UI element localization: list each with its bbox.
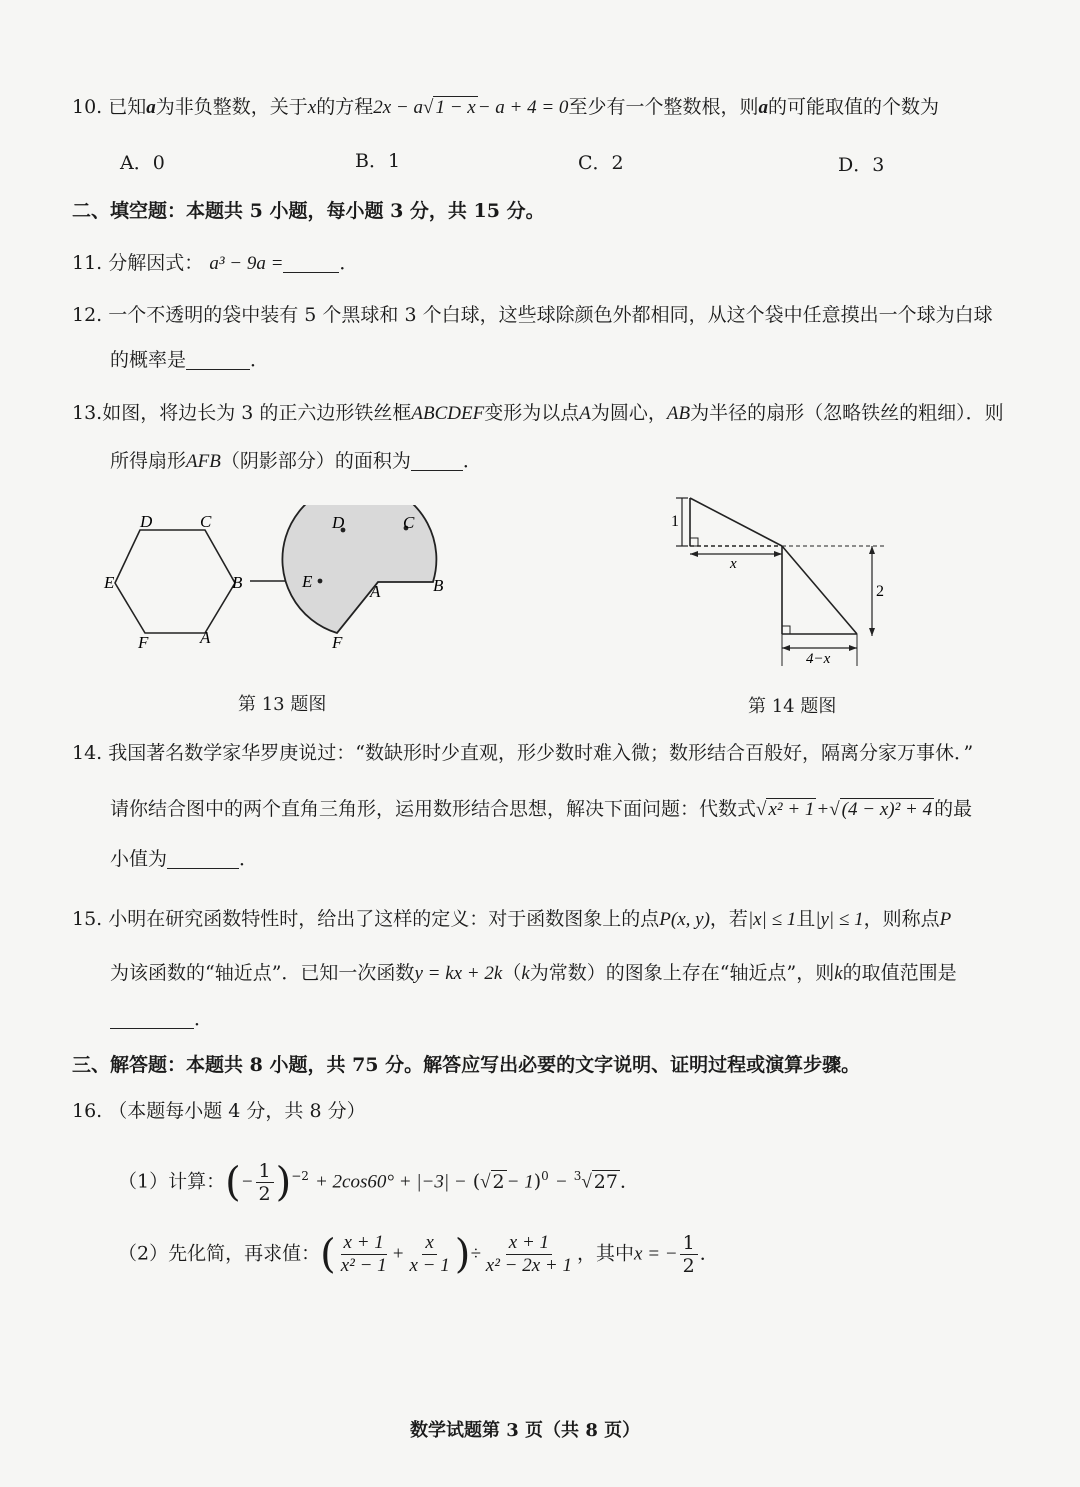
paren-close: ) <box>454 1231 471 1278</box>
question-12-line2: 的概率是 ． <box>110 349 270 371</box>
radicand: 27 <box>593 1170 618 1193</box>
numerator: 1 <box>256 1160 274 1183</box>
linear-function: y = kx + 2k <box>414 963 503 984</box>
q15-text: ，若 <box>709 908 748 930</box>
fraction <box>256 1160 274 1205</box>
q10-text-3: 的方程 <box>316 96 374 118</box>
var-k: k <box>834 963 843 984</box>
q15-text: 为常数）的图象上存在“轴近点”，则 <box>529 962 835 984</box>
q14-text-3: 的最 <box>934 798 973 820</box>
answer-blank[interactable] <box>167 850 239 869</box>
answer-blank[interactable] <box>283 254 339 273</box>
q11-expression: a³ − 9a = <box>209 253 284 274</box>
period: ． <box>619 1170 639 1193</box>
option-b: B．1 <box>355 150 401 172</box>
question-14-line1 <box>72 740 973 766</box>
hex-label-b: B <box>232 573 243 592</box>
paren-open: ( <box>320 1231 336 1278</box>
numerator: x + 1 <box>341 1232 387 1255</box>
label-1: 1 <box>671 513 679 530</box>
condition-x: |x| ≤ 1 <box>747 909 797 930</box>
sector-label-b: B <box>433 576 444 595</box>
q13-text: 如图，将边长为 3 的正六边形铁丝框 <box>102 402 412 424</box>
arrow-head-icon <box>869 628 875 636</box>
hexagon <box>115 530 235 633</box>
x-value: x = − <box>634 1243 678 1265</box>
arrow-head-icon <box>774 551 782 557</box>
radicand-2: (4 − x)² + 4 <box>841 799 933 820</box>
answer-blank[interactable] <box>110 1010 194 1029</box>
point-e <box>318 579 323 584</box>
paren-close: ) <box>275 1159 292 1206</box>
q13-text: 为圆心， <box>590 402 667 424</box>
sqrt-sign: √ <box>480 1171 491 1193</box>
sector-label-e: E <box>302 572 313 591</box>
fraction-1 <box>338 1232 390 1277</box>
sqrt-sign: √ <box>756 799 767 820</box>
divide-sign: ÷ <box>470 1243 481 1265</box>
question-number: 10. <box>72 96 103 118</box>
denominator: 2 <box>258 1183 271 1205</box>
q14-text-1: 我国著名数学家华罗庚说过：“数缺形时少直观，形少数时难入微；数形结合百般好，隔离分家万事休．” <box>108 742 974 764</box>
denominator: x² − 1 <box>340 1255 387 1276</box>
expression-part: + 2cos60° + |−3| − <box>314 1171 467 1193</box>
section-2-heading: 二、填空题：本题共 5 小题，每小题 3 分，共 15 分。 <box>72 200 545 222</box>
question-13-line1 <box>72 400 1004 427</box>
numerator: x <box>422 1232 436 1255</box>
q12-text-2: 的概率是 <box>110 349 187 371</box>
radicand-1: x² + 1 <box>768 799 815 820</box>
q15-text: ，则称点 <box>863 908 940 930</box>
var-p: P <box>939 909 952 930</box>
period: ． <box>699 1242 719 1265</box>
option-a: A．0 <box>120 152 165 174</box>
q13-point-a: A <box>579 403 591 424</box>
sector-label-f: F <box>332 633 343 652</box>
q14-text-4: 小值为 <box>110 848 168 870</box>
sqrt-sign: √ <box>423 97 434 118</box>
right-angle-mark <box>782 626 790 634</box>
question-number: 12. <box>72 304 103 326</box>
q10-text-4: 至少有一个整数根，则 <box>568 96 759 118</box>
q15-text: 小明在研究函数特性时，给出了这样的定义：对于函数图象上的点 <box>108 908 660 930</box>
part-1-label: （1）计算： <box>118 1170 226 1193</box>
label-x: x <box>730 556 737 572</box>
fraction-3 <box>483 1232 575 1277</box>
q11-text: 分解因式： <box>108 252 204 274</box>
q16-part-1: （1）计算：(− $\frac{1}{2}$ )$^{-2}$ + 2cos60° + |−3| − (√ 2 − 1)$^0$ − $^3$√ 27 ． <box>118 1159 639 1206</box>
fraction-2 <box>406 1232 452 1277</box>
figure-13-caption: 第 13 题图 <box>238 694 327 715</box>
equation-right: − a + 4 = 0 <box>477 97 569 118</box>
exponent: 0 <box>541 1169 549 1184</box>
denominator: x − 1 <box>409 1255 450 1276</box>
question-15-line3: ． <box>110 1006 213 1032</box>
question-number: 13. <box>72 402 103 424</box>
q13-text: 为半径的扇形（忽略铁丝的粗细）．则 <box>690 402 1004 424</box>
option-d: D．3 <box>838 154 885 176</box>
q13-segment-ab: AB <box>666 403 691 424</box>
question-number: 11. <box>72 252 103 274</box>
q14-text-2: 请你结合图中的两个直角三角形，运用数形结合思想，解决下面问题：代数式 <box>110 798 757 820</box>
equation-radicand: 1 − x <box>435 97 476 118</box>
figure-13 <box>100 505 460 655</box>
section-3-heading: 三、解答题：本题共 8 小题，共 75 分。解答应写出必要的文字说明、证明过程或演算步骤。 <box>72 1054 861 1076</box>
root-index: 3 <box>573 1169 582 1184</box>
q13-sector-name: AFB <box>186 451 221 472</box>
question-12-line1 <box>72 302 993 328</box>
hex-label-f: F <box>138 633 149 652</box>
arrow-head-icon <box>849 645 857 651</box>
q13-hexagon-name: ABCDEF <box>411 403 485 424</box>
question-number: 16. <box>72 1100 103 1122</box>
page-footer: 数学试题第 3 页（共 8 页） <box>410 1420 641 1441</box>
answer-blank[interactable] <box>186 351 250 370</box>
q12-text-1: 一个不透明的袋中装有 5 个黑球和 3 个白球，这些球除颜色外都相同，从这个袋中任意摸出一个球为白球 <box>108 304 993 326</box>
q16-part-2 <box>118 1232 719 1277</box>
question-14-line3: 小值为 ． <box>110 848 259 870</box>
cube-root-sign: √ <box>581 1171 592 1193</box>
question-10 <box>72 94 939 121</box>
label-4-minus-x: 4−x <box>806 651 831 667</box>
question-13-line2: 所得扇形AFB（阴影部分）的面积为 ． <box>110 450 482 472</box>
hex-label-c: C <box>200 512 212 531</box>
radicand: 2 <box>492 1170 505 1193</box>
q13-text: 所得扇形 <box>110 450 187 472</box>
q16-points: （本题每小题 4 分，共 8 分） <box>108 1100 366 1122</box>
part-2-text: ，其中 <box>577 1242 635 1265</box>
q15-text: 的取值范围是 <box>842 962 957 984</box>
hex-label-a: A <box>200 628 211 647</box>
q10-text-2: 为非负整数，关于 <box>155 96 308 118</box>
part-2-label: （2）先化简，再求值： <box>118 1242 321 1265</box>
question-number: 15. <box>72 908 103 930</box>
question-15-line2 <box>110 960 957 987</box>
q13-text: 变形为以点 <box>484 402 580 424</box>
minus-sign: − <box>240 1171 254 1193</box>
question-16-head <box>72 1098 366 1124</box>
question-11: 11. 分解因式： a³ − 9a = ． <box>72 252 359 274</box>
question-14-line2 <box>110 796 972 823</box>
plus-sign: + <box>391 1243 405 1265</box>
sector-label-d: D <box>332 513 345 532</box>
sqrt-sign: √ <box>829 799 840 820</box>
equation-left: 2x − a <box>373 97 424 118</box>
var-x: x <box>307 97 317 118</box>
q15-text: 且 <box>796 908 816 930</box>
label-2: 2 <box>876 583 884 600</box>
sector-label-a: A <box>370 582 381 601</box>
hex-label-d: D <box>140 512 153 531</box>
figure-14-caption: 第 14 题图 <box>748 696 837 717</box>
expression-part: − 1 <box>506 1171 534 1193</box>
q15-text: （ <box>502 962 522 984</box>
denominator: x² − 2x + 1 <box>485 1255 573 1276</box>
right-angle-mark <box>690 538 698 546</box>
option-c: C．2 <box>578 152 624 174</box>
condition-y: |y| ≤ 1 <box>815 909 864 930</box>
hypotenuse-1 <box>690 498 782 546</box>
arrow-head-icon <box>869 546 875 554</box>
arrow-head-icon <box>690 551 698 557</box>
plus-sign: + <box>816 799 830 820</box>
var-a: a <box>758 97 768 118</box>
var-a: a <box>146 97 156 118</box>
q10-text-1: 已知 <box>108 96 147 118</box>
numerator: 1 <box>680 1232 698 1255</box>
hex-label-e: E <box>104 573 115 592</box>
expression-part: − <box>554 1171 568 1193</box>
fraction-value <box>680 1232 698 1277</box>
q10-text-5: 的可能取值的个数为 <box>767 96 939 118</box>
q15-text: 为该函数的“轴近点”．已知一次函数 <box>110 962 415 984</box>
point-p: P(x, y) <box>659 909 710 930</box>
numerator: x + 1 <box>506 1232 552 1255</box>
question-15-line1 <box>72 906 951 933</box>
var-k: k <box>521 963 530 984</box>
exponent: −2 <box>291 1169 309 1184</box>
paren-open: ( <box>225 1159 241 1206</box>
arrow-head-icon <box>782 645 790 651</box>
answer-blank[interactable] <box>411 452 463 471</box>
question-number: 14. <box>72 742 103 764</box>
denominator: 2 <box>682 1255 695 1277</box>
figure-14 <box>660 488 900 678</box>
hypotenuse-2 <box>782 546 857 634</box>
q13-text: （阴影部分）的面积为 <box>220 450 411 472</box>
sector-label-c: C <box>403 513 415 532</box>
